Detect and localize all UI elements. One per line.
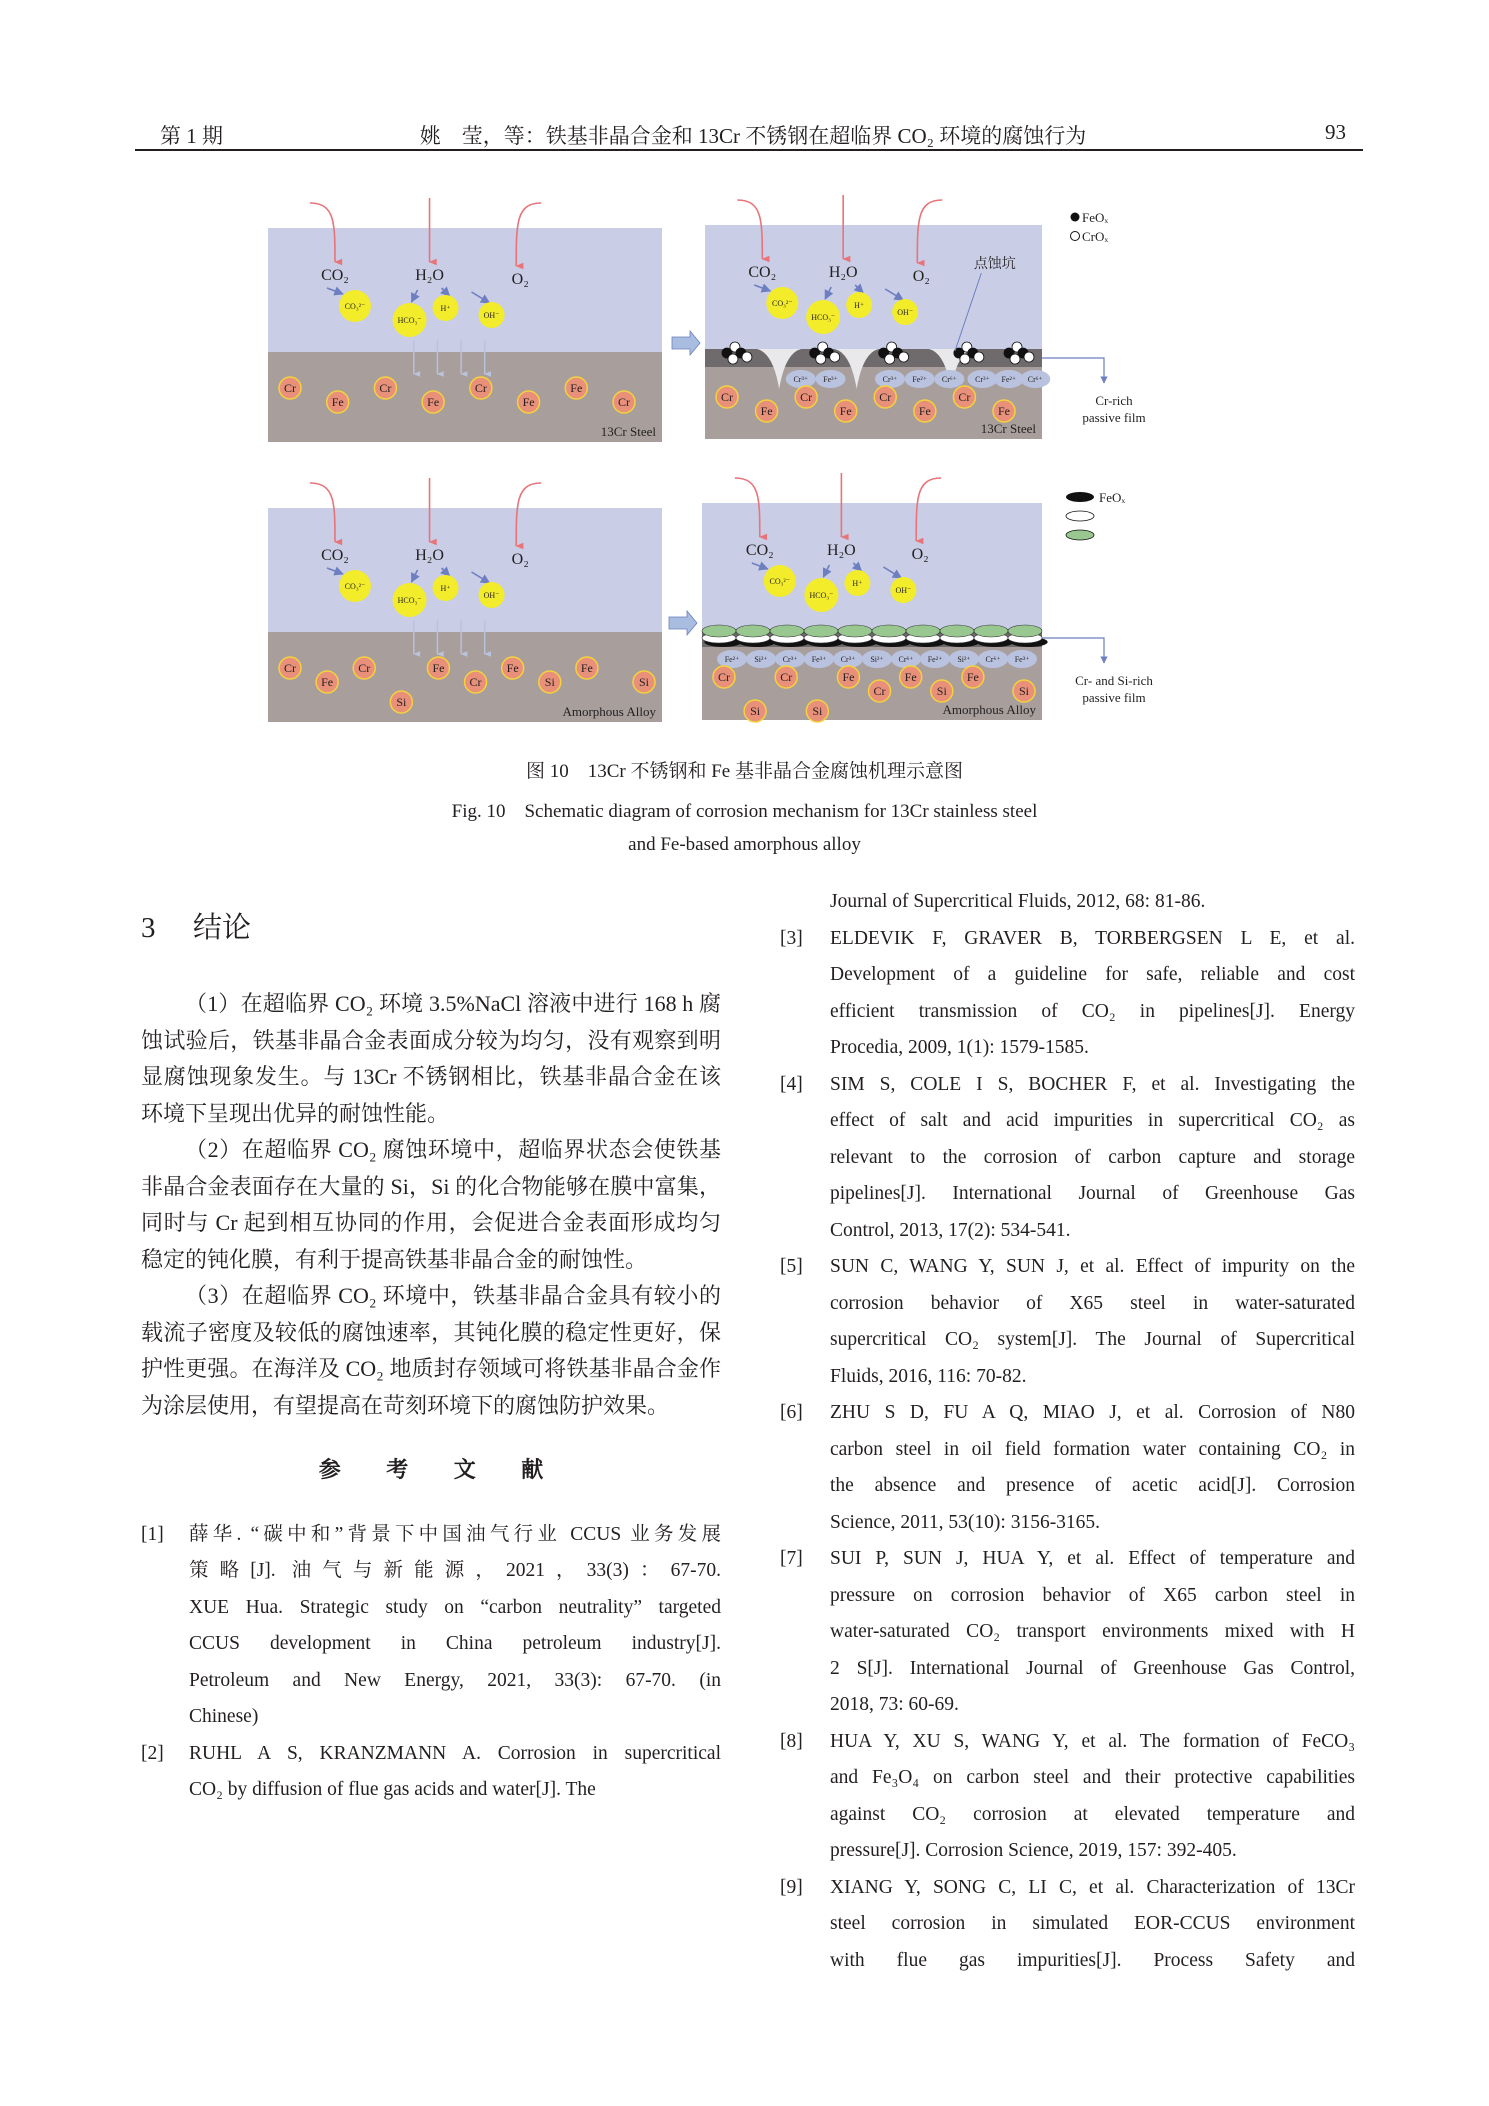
side-note-line2: passive film [1082, 690, 1146, 705]
reference-number: [7] [780, 1548, 803, 1569]
panel-alloy-after [669, 473, 1153, 722]
film-ion-label: Fe²⁺ [912, 375, 927, 384]
film-ion-label: Fe²⁺ [1001, 375, 1017, 384]
hydrogen-ion-label: H⁺ [440, 584, 451, 593]
atom-label: Si [638, 675, 650, 689]
reference-number: [5] [780, 1256, 803, 1277]
reference-item [780, 921, 1355, 1067]
oxide-ellipse-green [906, 625, 940, 637]
atom-label: Cr [284, 661, 296, 675]
film-ion-label: Cr³⁺ [782, 655, 798, 664]
bicarbonate-ion-label: HCO₃⁻ [809, 591, 834, 600]
film-ion-label: Cr³⁺ [840, 655, 856, 664]
reference-line: Journal of Supercritical Fluids, 2012, 68: 81-86. [830, 891, 1206, 912]
atom-label: Fe [506, 661, 519, 675]
reference-line: pressure[J]. Corrosion Science, 2019, 157: 392-405. [830, 1840, 1237, 1861]
carbonate-ion-label: CO₃²⁻ [344, 582, 366, 591]
reference-line: carbon steel in oil field formation water containing CO₂ in [830, 1438, 1355, 1460]
reference-line: HUA Y, XU S, WANG Y, et al. The formation of FeCO₃ [830, 1730, 1355, 1752]
reference-line: Petroleum and New Energy, 2021, 33(3): 67-70. (in [189, 1669, 721, 1691]
reference-line: CO₂ by diffusion of flue gas acids and water[J]. The [189, 1779, 596, 1800]
atom-label: Cr [879, 390, 892, 404]
reference-item [780, 1541, 1355, 1724]
film-ion-label: Cr³⁺ [975, 375, 990, 384]
crox-particle [1024, 352, 1034, 362]
hydroxide-ion-label: OH⁻ [897, 308, 914, 317]
reference-line: SUN C, WANG Y, SUN J, et al. Effect of impurity on the [830, 1256, 1355, 1277]
atom-label: Cr [474, 381, 487, 395]
atom-label: Fe [918, 404, 931, 418]
atom-label: Fe [570, 381, 583, 395]
o2-label: O₂ [511, 271, 529, 288]
atom-label: Cr [800, 390, 813, 404]
reference-line: CCUS development in China petroleum industry[J]. [189, 1633, 721, 1654]
passive-film-layer [705, 349, 1042, 367]
reference-line: efficient transmission of CO₂ in pipelines[J]. Energy [830, 1000, 1355, 1022]
crox-particle [830, 352, 840, 362]
co2-label: CO₂ [321, 267, 349, 284]
reference-line: the absence and presence of acetic acid[J]. Corrosion [830, 1475, 1355, 1496]
legend-green-oxide-marker [1066, 530, 1094, 540]
crox-particle [899, 352, 909, 362]
reference-number: [8] [780, 1730, 803, 1752]
crox-particle [960, 354, 970, 364]
page-number: 93 [1325, 120, 1346, 144]
film-callout-arrow [1042, 638, 1104, 663]
reference-line: supercritical CO₂ system[J]. The Journal of Supercritical [830, 1329, 1355, 1350]
section-title: 结论 [193, 912, 252, 944]
film-ion-label: Si²⁺ [870, 655, 884, 664]
legend-crox-marker [1071, 232, 1080, 241]
reference-line: SIM S, COLE I S, BOCHER F, et al. Investigating the [830, 1073, 1355, 1095]
reference-line: 2 S[J]. International Journal of Greenhouse Gas Control, [830, 1657, 1355, 1679]
solution-layer [705, 225, 1042, 349]
reference-number: [2] [141, 1742, 164, 1764]
reference-line: 策略[J]. 油气与新能源，2021，33(3)：67-70. [189, 1560, 721, 1581]
carbonate-ion-label: CO₃²⁻ [344, 302, 366, 311]
co2-label: CO₂ [748, 264, 777, 281]
atom-label: Cr [469, 675, 482, 689]
reference-item [780, 1724, 1355, 1870]
figure-caption-en-line1: Fig. 10 Schematic diagram of corrosion mechanism for 13Cr stainless steel [451, 801, 1038, 822]
reference-item [141, 1517, 721, 1736]
reference-number: [1] [141, 1523, 164, 1545]
atom-label: Fe [321, 675, 334, 689]
bicarbonate-ion-label: HCO₃⁻ [397, 316, 422, 325]
section-number: 3 [141, 912, 156, 944]
reference-line: 薛华. “碳中和”背景下中国油气行业 CCUS 业务发展 [189, 1523, 721, 1545]
reference-number: [3] [780, 927, 803, 949]
hydrogen-ion-label: H⁺ [852, 579, 863, 588]
crox-particle [728, 354, 738, 364]
reference-number: [6] [780, 1402, 803, 1423]
reference-item [780, 1870, 1355, 1980]
crox-particle [1010, 354, 1020, 364]
atom-label: Cr [379, 381, 392, 395]
oxide-ellipse-green [838, 625, 872, 637]
reference-number: [9] [780, 1876, 803, 1898]
crox-particle [816, 354, 826, 364]
film-ion-label: Fe³⁺ [1014, 655, 1030, 664]
legend-feox-label: FeOₓ [1099, 490, 1126, 505]
atom-label: Cr [721, 390, 733, 404]
reference-line: ELDEVIK F, GRAVER B, TORBERGSEN L E, et al. [830, 927, 1355, 949]
reference-line: Development of a guideline for safe, reliable and cost [830, 964, 1355, 985]
o2-label: O₂ [911, 546, 929, 563]
film-ion-label: Cr⁶⁺ [898, 655, 914, 664]
hydrogen-ion-label: H⁺ [854, 301, 865, 310]
o2-label: O₂ [912, 268, 930, 285]
h2o-label: H₂O [415, 547, 444, 564]
atom-label: Cr [284, 381, 296, 395]
atom-label: Fe [427, 395, 440, 409]
process-arrow [669, 611, 697, 635]
substrate-label: 13Cr Steel [980, 421, 1036, 436]
side-note-line1: Cr- and Si-rich [1075, 673, 1153, 688]
substrate-label: Amorphous Alloy [562, 704, 656, 719]
right-column [780, 884, 1355, 1979]
section-heading [141, 908, 721, 948]
oxide-ellipse-green [872, 625, 906, 637]
reference-item [780, 1067, 1355, 1250]
reference-line: effect of salt and acid impurities in supercritical CO₂ as [830, 1110, 1355, 1131]
figure-caption-en-line2: and Fe-based amorphous alloy [628, 834, 861, 855]
atom-label: Fe [998, 404, 1010, 418]
substrate-label: Amorphous Alloy [942, 702, 1036, 717]
atom-label: Cr [358, 661, 371, 675]
reference-line: water-saturated CO₂ transport environments mixed with H [830, 1621, 1355, 1642]
film-ion-label: Fe²⁺ [724, 655, 740, 664]
header-rule [135, 149, 1363, 151]
journal-issue: 第 1 期 [160, 124, 223, 148]
reference-line: XIANG Y, SONG C, LI C, et al. Characterization of 13Cr [830, 1876, 1355, 1898]
atom-label: Si [750, 704, 761, 718]
atom-label: Si [1018, 684, 1030, 698]
solution-layer [702, 503, 1042, 629]
process-arrow [672, 331, 700, 355]
side-note-line1: Cr-rich [1095, 393, 1133, 408]
atom-label: Fe [842, 670, 855, 684]
reference-line: with flue gas impurities[J]. Process Safety and [830, 1949, 1355, 1971]
legend-white-oxide-marker [1066, 511, 1094, 521]
reference-number: [4] [780, 1073, 803, 1095]
film-ion-label: Cr³⁺ [882, 375, 898, 384]
h2o-label: H₂O [415, 267, 444, 284]
oxide-ellipse-green [702, 625, 736, 637]
substrate-label: 13Cr Steel [600, 424, 656, 439]
reference-line: and Fe₃O₄ on carbon steel and their protective capabilities [830, 1767, 1355, 1788]
carbonate-ion-label: CO₃²⁻ [769, 577, 791, 586]
oxide-ellipse-green [804, 625, 838, 637]
co2-label: CO₂ [745, 542, 774, 559]
film-callout-arrow [1042, 358, 1104, 383]
solution-layer [268, 228, 662, 352]
film-ion-label: Cr³⁺ [793, 375, 809, 384]
article-running-title: 姚 莹，等：铁基非晶合金和 13Cr 不锈钢在超临界 CO₂ 环境的腐蚀行为 [419, 124, 1087, 148]
reference-line: 2018, 73: 60-69. [830, 1694, 959, 1715]
left-column [141, 884, 721, 1809]
reference-item [780, 1249, 1355, 1395]
atom-label: Fe [904, 670, 917, 684]
figure-caption-cn: 图 10 13Cr 不锈钢和 Fe 基非晶合金腐蚀机理示意图 [525, 761, 963, 782]
reference-line: pressure on corrosion behavior of X65 carbon steel in [830, 1584, 1355, 1606]
oxide-ellipse-green [770, 625, 804, 637]
film-ion-label: Si²⁺ [754, 655, 768, 664]
bicarbonate-ion-label: HCO₃⁻ [811, 313, 836, 322]
reference-line: SUI P, SUN J, HUA Y, et al. Effect of temperature and [830, 1548, 1355, 1569]
atom-label: Fe [331, 395, 344, 409]
legend-feox-label: FeOₓ [1082, 210, 1109, 225]
carbonate-ion-label: CO₃²⁻ [772, 299, 793, 308]
film-ion-label: Fe³⁺ [811, 655, 827, 664]
bicarbonate-ion-label: HCO₃⁻ [397, 596, 422, 605]
reference-line: steel corrosion in simulated EOR-CCUS environment [830, 1913, 1355, 1934]
atom-label: Cr [718, 670, 730, 684]
reference-list-left [141, 1517, 721, 1809]
h2o-label: H₂O [827, 542, 856, 559]
reference-line: Procedia, 2009, 1(1): 1579-1585. [830, 1037, 1089, 1058]
crox-particle [742, 352, 752, 362]
atom-label: Fe [580, 661, 593, 675]
atom-label: Fe [432, 661, 445, 675]
reference-line: Science, 2011, 53(10): 3156-3165. [830, 1511, 1101, 1533]
hydrogen-ion-label: H⁺ [440, 304, 451, 313]
pit-label: 点蚀坑 [973, 257, 1016, 272]
reference-line: Chinese) [189, 1706, 259, 1727]
panel-steel-after [672, 195, 1146, 439]
film-ion-label: Cr⁶⁺ [985, 655, 1001, 664]
film-ion-label: Si²⁺ [957, 655, 971, 664]
atom-label: Si [936, 684, 947, 698]
legend-feox-marker [1071, 213, 1080, 222]
solution-layer [268, 508, 662, 632]
atom-label: Cr [780, 670, 793, 684]
reference-line: XUE Hua. Strategic study on “carbon neutrality” targeted [189, 1596, 721, 1618]
panel-steel-before [268, 198, 662, 442]
reference-item [780, 884, 1355, 921]
legend-crox-label: CrOₓ [1082, 229, 1109, 244]
side-note-line2: passive film [1082, 410, 1146, 425]
reference-line: RUHL A S, KRANZMANN A. Corrosion in supercritical [189, 1742, 721, 1764]
atom-label: Si [396, 695, 407, 709]
film-ion-label: Fe²⁺ [927, 655, 943, 664]
reference-item [141, 1736, 721, 1809]
panel-alloy-before [268, 478, 662, 722]
atom-label: Fe [760, 404, 773, 418]
reference-line: against CO₂ corrosion at elevated temperature and [830, 1803, 1355, 1825]
atom-label: Cr [958, 390, 971, 404]
crox-particle [885, 354, 895, 364]
atom-label: Cr [873, 684, 886, 698]
reference-line: corrosion behavior of X65 steel in water-saturated [830, 1292, 1355, 1314]
film-ion-label: Fe³⁺ [823, 375, 838, 384]
running-header [148, 118, 1358, 152]
oxide-ellipse-green [1008, 625, 1042, 637]
reference-item [780, 1395, 1355, 1541]
conclusion-paragraph-2: （2）在超临界 CO₂ 腐蚀环境中，超临界状态会使铁基非晶合金表面存在大量的 Si，Si 的化合物能够在膜中富集，同时与 Cr 起到相互协同的作用，会促进合金表面形成均匀稳定的钝化膜，有利于提高铁基非晶合金的耐蚀性。 [141, 1137, 721, 1272]
atom-label: Fe [966, 670, 979, 684]
atom-label: Fe [839, 404, 852, 418]
oxide-ellipse-green [940, 625, 974, 637]
conclusion-paragraph-3: （3）在超临界 CO₂ 环境中，铁基非晶合金具有较小的载流子密度及较低的腐蚀速率，其钝化膜的稳定性更好，保护性更强。在海洋及 CO₂ 地质封存领域可将铁基非晶合金作为涂层使用，有望提高在苛刻环境下的腐蚀防护效果。 [141, 1283, 721, 1418]
hydroxide-ion-label: OH⁻ [895, 586, 912, 595]
film-ion-label: Cr⁶⁺ [1027, 375, 1043, 384]
atom-label: Si [812, 704, 823, 718]
figure-10-diagram [260, 190, 1260, 730]
conclusion-paragraph-1: （1）在超临界 CO₂ 环境 3.5%NaCl 溶液中进行 168 h 腐蚀试验后，铁基非晶合金表面成分较为均匀，没有观察到明显腐蚀现象发生。与 13Cr 不锈钢相比，铁基非晶合金在该环境下呈现出优异的耐蚀性能。 [141, 991, 721, 1126]
co2-label: CO₂ [321, 547, 349, 564]
atom-label: Si [544, 675, 555, 689]
o2-label: O₂ [511, 551, 529, 568]
legend-feox-marker [1066, 492, 1094, 502]
references-heading: 参 考 文 献 [318, 1457, 564, 1482]
atom-label: Cr [618, 395, 630, 409]
h2o-label: H₂O [828, 264, 858, 281]
oxide-ellipse-green [736, 625, 770, 637]
reference-line: ZHU S D, FU A Q, MIAO J, et al. Corrosion of N80 [830, 1402, 1355, 1423]
reference-line: pipelines[J]. International Journal of Greenhouse Gas [830, 1183, 1355, 1204]
hydroxide-ion-label: OH⁻ [483, 311, 500, 320]
reference-line: Control, 2013, 17(2): 534-541. [830, 1219, 1071, 1241]
film-ion-label: Cr⁶⁺ [941, 375, 957, 384]
atom-label: Fe [522, 395, 535, 409]
oxide-ellipse-green [974, 625, 1008, 637]
crox-particle [974, 352, 984, 362]
reference-line: relevant to the corrosion of carbon capture and storage [830, 1146, 1355, 1168]
reference-line: Fluids, 2016, 116: 70-82. [830, 1365, 1027, 1387]
hydroxide-ion-label: OH⁻ [483, 591, 500, 600]
